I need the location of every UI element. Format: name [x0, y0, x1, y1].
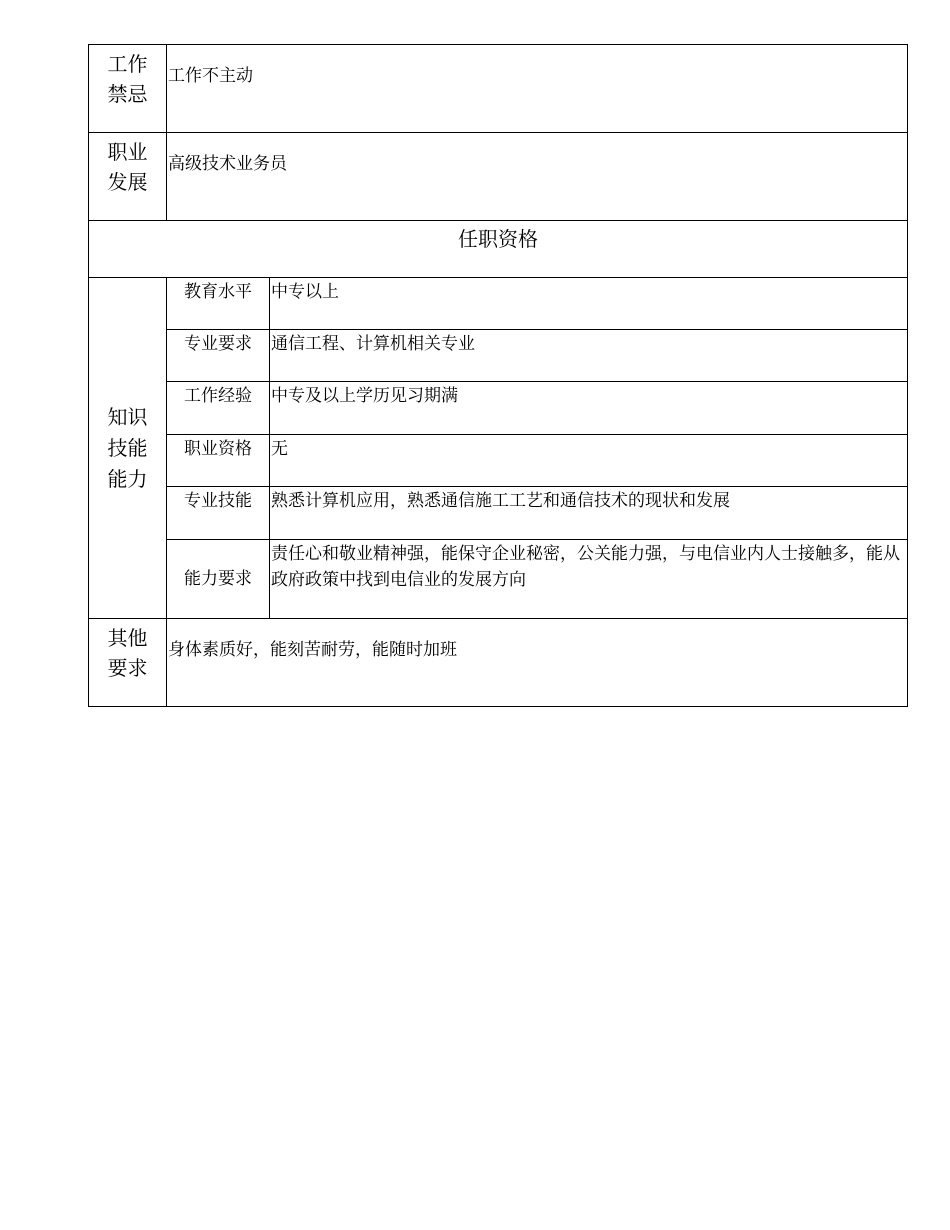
- skills-label: 专业技能: [167, 487, 270, 540]
- certification-value: 无: [270, 435, 908, 487]
- other-label-line1: 其他: [107, 626, 148, 650]
- career-value: 高级技术业务员: [167, 133, 908, 221]
- career-label-line2: 发展: [107, 170, 148, 194]
- ability-value: 责任心和敬业精神强，能保守企业秘密，公关能力强，与电信业内人士接触多，能从政府政策中找到电信业的发展方向: [270, 540, 908, 619]
- other-value: 身体素质好，能刻苦耐劳，能随时加班: [167, 619, 908, 707]
- knowledge-row-skills: [89, 487, 908, 540]
- experience-value: 中专及以上学历见习期满: [270, 382, 908, 435]
- career-label: [89, 133, 167, 221]
- knowledge-row-certification: [89, 435, 908, 487]
- job-requirements-table: [88, 44, 908, 707]
- knowledge-row-ability: [89, 540, 908, 619]
- taboo-row: [89, 45, 908, 133]
- ability-label: 能力要求: [167, 540, 270, 619]
- career-row: [89, 133, 908, 221]
- major-label: 专业要求: [167, 330, 270, 382]
- knowledge-row-education: [89, 278, 908, 330]
- qualification-section-row: [89, 221, 908, 278]
- certification-label: 职业资格: [167, 435, 270, 487]
- knowledge-label-line2: 技能: [107, 435, 148, 460]
- education-value: 中专以上: [270, 278, 908, 330]
- taboo-label-line1: 工作: [107, 52, 148, 76]
- other-label: [89, 619, 167, 707]
- knowledge-label-line3: 能力: [107, 466, 148, 491]
- knowledge-row-major: [89, 330, 908, 382]
- other-row: [89, 619, 908, 707]
- knowledge-label-line1: 知识: [107, 404, 148, 429]
- experience-label: 工作经验: [167, 382, 270, 435]
- job-description-sheet: [88, 44, 907, 707]
- career-label-line1: 职业: [107, 140, 148, 164]
- section-title: 任职资格: [89, 221, 908, 278]
- taboo-label: [89, 45, 167, 133]
- skills-value: 熟悉计算机应用，熟悉通信施工工艺和通信技术的现状和发展: [270, 487, 908, 540]
- taboo-value: 工作不主动: [167, 45, 908, 133]
- education-label: 教育水平: [167, 278, 270, 330]
- knowledge-label: [89, 278, 167, 619]
- major-value: 通信工程、计算机相关专业: [270, 330, 908, 382]
- taboo-label-line2: 禁忌: [107, 82, 148, 106]
- other-label-line2: 要求: [107, 656, 148, 680]
- knowledge-row-experience: [89, 382, 908, 435]
